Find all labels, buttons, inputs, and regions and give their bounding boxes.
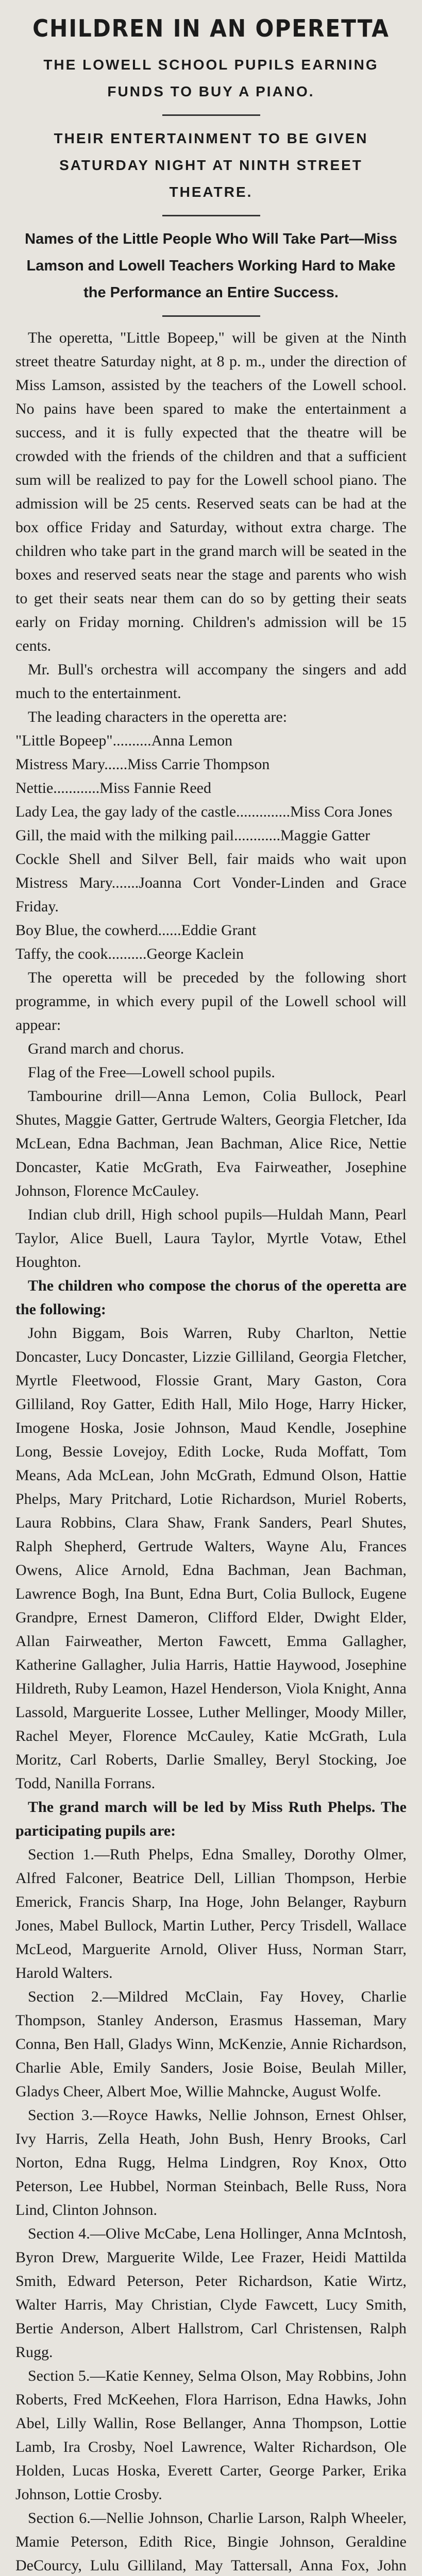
cast-entry: Mistress Mary......Miss Carrie Thompson <box>15 756 270 773</box>
cast-entry: Gill, the maid with the milking pail............Maggie Gatter <box>15 827 370 844</box>
cast-entry: "Little Bopeep"..........Anna Lemon <box>15 732 233 749</box>
paragraph: Flag of the Free—Lowell school pupils. <box>28 1064 275 1081</box>
deck-one: THE LOWELL SCHOOL PUPILS EARNING FUNDS TO BUY A PIANO. <box>43 57 379 99</box>
paragraph: Indian club drill, High school pupils—Huldah Mann, Pearl Taylor, Alice Buell, Laura Taylor, Myrtle Votaw, Ethel Houghton. <box>15 1206 407 1270</box>
paragraph: Mr. Bull's orchestra will accompany the singers and add much to the entertainment. <box>15 661 407 702</box>
section-paragraph: Section 2.—Mildred McClain, Fay Hovey, Charlie Thompson, Stanley Anderson, Erasmus Hasseman, Mary Conna, Ben Hall, Gladys Winn, McKenzie, Annie Richardson, Charlie Able, Emily Sanders, Josie Boise, Beulah Miller, Gladys Cheer, Albert Moe, Willie Mahncke, August Wolfe. <box>15 1988 407 2100</box>
section-paragraph: Section 1.—Ruth Phelps, Edna Smalley, Dorothy Olmer, Alfred Falconer, Beatrice Dell, Lillian Thompson, Herbie Emerick, Francis Sharp, Ina Hoge, John Belanger, Rayburn Jones, Mabel Bullock, Martin Luther, Percy Trisdell, Wallace McLeod, Marguerite Arnold, Oliver Huss, Norman Starr, Harold Walters. <box>15 1846 407 1981</box>
paragraph: The leading characters in the operetta are: <box>28 708 288 725</box>
march-subhead: The grand march will be led by Miss Ruth Phelps. The participating pupils are: <box>15 1799 407 1839</box>
chorus-subhead: The children who compose the chorus of the operetta are the following: <box>15 1277 407 1318</box>
paragraph: Grand march and chorus. <box>28 1040 184 1057</box>
cast-entry: Lady Lea, the gay lady of the castle..............Miss Cora Jones <box>15 803 393 820</box>
headline: CHILDREN IN AN OPERETTA <box>32 14 390 42</box>
cast-entry: Cockle Shell and Silver Bell, fair maids who wait upon Mistress Mary.......Joanna Cort Vonder-Linden and Grace Friday. <box>15 851 407 915</box>
divider <box>162 114 260 116</box>
paragraph: The operetta will be preceded by the following short programme, in which every pupil of the Lowell school will appear: <box>15 969 407 1033</box>
paragraph: The operetta, "Little Bopeep," will be given at the Ninth street theatre Saturday night, at 8 p. m., under the direction of Miss Lamson, assisted by the teachers of the Lowell school. No pains have been spared to make the entertainment a success, and it is fully expected that the theatre will be crowded with the friends of the children and that a sufficient sum will be realized to pay for the Lowell school piano. The admission will be 25 cents. Reserved seats can be had at the box office Friday and Saturday, without extra charge. The children who take part in the grand march will be seated in the boxes and reserved seats near the stage and parents who wish to get their seats near them can do so by getting their seats early on Friday morning. Children's admission will be 15 cents. <box>15 329 407 654</box>
chorus-names: John Biggam, Bois Warren, Ruby Charlton, Nettie Doncaster, Lucy Doncaster, Lizzie Gilliland, Georgia Fletcher, Myrtle Fleetwood, Flossie Grant, Mary Gaston, Cora Gilliland, Roy Gatter, Edith Hall, Milo Hoge, Harry Hicker, Imogene Hoska, Josie Johnson, Maud Kendle, Josephine Long, Bessie Lovejoy, Edith Locke, Ruda Moffatt, Tom Means, Ada McLean, John McGrath, Edmund Olson, Hattie Phelps, Mary Pritchard, Lotie Richardson, Muriel Roberts, Laura Robbins, Clara Shaw, Frank Sanders, Pearl Shutes, Ralph Shepherd, Gertrude Walters, Wayne Alu, Frances Owens, Alice Arnold, Edna Bachman, Jean Bachman, Lawrence Bogh, Ina Bunt, Edna Burt, Colia Bullock, Eugene Grandpre, Ernest Dameron, Clifford Elder, Dwight Elder, Allan Fairweather, Merton Fawcett, Emma Gallagher, Katherine Gallagher, Julia Harris, Hattie Haywood, Josephine Hildreth, Ruby Leamon, Hazel Henderson, Viola Knight, Anna Lassold, Marguerite Lossee, Luther Mellinger, Moody Miller, Rachel Meyer, Florence McCauley, Katie McGrath, Lula Moritz, Carl Roberts, Darlie Smalley, Beryl Stocking, Joe Todd, Nanilla Forrans. <box>15 1325 407 1792</box>
deck-two: THEIR ENTERTAINMENT TO BE GIVEN SATURDAY NIGHT AT NINTH STREET THEATRE. <box>54 130 368 200</box>
divider <box>162 315 260 317</box>
cast-entry: Boy Blue, the cowherd......Eddie Grant <box>15 922 257 939</box>
section-paragraph: Section 6.—Nellie Johnson, Charlie Larson, Ralph Wheeler, Mamie Peterson, Edith Rice, Bingie Johnson, Geraldine DeCourcy, Lulu Gilliland, May Tattersall, Anna Fox, John <box>15 2510 407 2574</box>
paragraph: Tambourine drill—Anna Lemon, Colia Bullock, Pearl Shutes, Maggie Gatter, Gertrude Walters, Georgia Fletcher, Ida McLean, Edna Bachman, Jean Bachman, Alice Rice, Nettie Doncaster, Katie McGrath, Eva Fairweather, Josephine Johnson, Florence McCauley. <box>15 1088 407 1199</box>
cast-list <box>15 729 407 966</box>
deck-three: Names of the Little People Who Will Take Part—Miss Lamson and Lowell Teachers Working Hard to Make the Performance an Entire Success. <box>25 231 397 301</box>
march-sections <box>15 1843 407 2576</box>
cast-entry: Nettie............Miss Fannie Reed <box>15 779 211 796</box>
cast-entry: Taffy, the cook..........George Kaclein <box>15 945 244 962</box>
section-paragraph: Section 4.—Olive McCabe, Lena Hollinger, Anna McIntosh, Byron Drew, Marguerite Wilde, Lee Frazer, Heidi Mattilda Smith, Edward Peterson, Peter Richardson, Katie Wirtz, Walter Harris, May Christian, Clyde Fawcett, Lucy Smith, Bertie Anderson, Albert Hallstrom, Carl Christensen, Ralph Rugg. <box>15 2225 407 2361</box>
divider <box>162 215 260 216</box>
programme-paragraphs <box>15 966 407 1274</box>
intro-paragraphs <box>15 326 407 729</box>
section-paragraph: Section 3.—Royce Hawks, Nellie Johnson, Ernest Ohlser, Ivy Harris, Zella Heath, John Bush, Henry Brooks, Carl Norton, Edna Rugg, Helma Lindgren, Roy Knox, Otto Peterson, Lee Hubbel, Norman Steinbach, Belle Russ, Nora Lind, Clinton Johnson. <box>15 2107 407 2218</box>
section-paragraph: Section 5.—Katie Kenney, Selma Olson, May Robbins, John Roberts, Fred McKeehen, Flora Harrison, Edna Hawks, John Abel, Lilly Wallin, Rose Bellanger, Anna Thompson, Lottie Lamb, Ira Crosby, Noel Lawrence, Walter Richardson, Ole Holden, Lucas Hoska, Everett Carter, George Parker, Erika Johnson, Lottie Crosby. <box>15 2367 407 2503</box>
